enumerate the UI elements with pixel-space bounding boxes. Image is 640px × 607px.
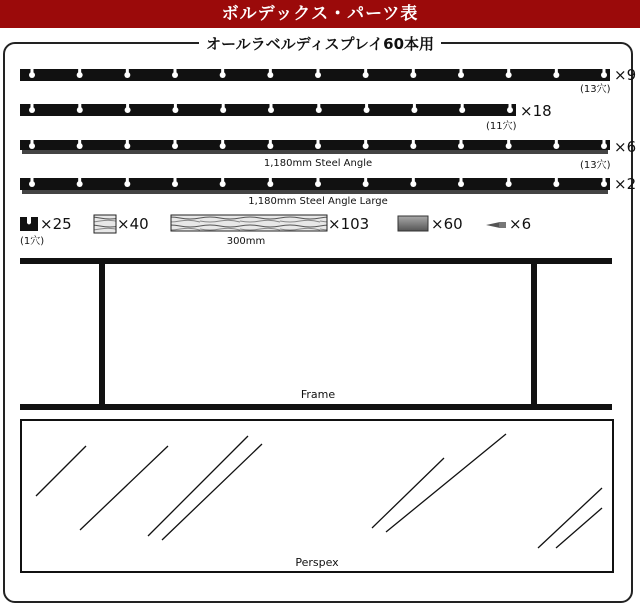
keyhole-hole xyxy=(77,143,83,149)
keyhole-hole xyxy=(77,72,83,78)
keyhole-hole xyxy=(506,143,512,149)
keyhole-hole xyxy=(172,181,178,187)
keyhole-hole xyxy=(29,181,35,187)
keyhole-hole xyxy=(315,143,321,149)
frame-right-post xyxy=(531,262,537,406)
steel-angle-label: 1,180mm Steel Angle xyxy=(263,158,373,169)
perspex-label: Perspex xyxy=(295,556,339,569)
keyhole-hole xyxy=(220,107,226,113)
keyhole-hole xyxy=(172,143,178,149)
perspex-reflections xyxy=(36,434,602,548)
block-qty: ×60 xyxy=(431,215,463,233)
steel-angle-holes-label: (13穴) xyxy=(580,160,611,171)
small-plate-qty: ×40 xyxy=(117,215,149,233)
perspex-sheet xyxy=(21,420,613,572)
keyhole-hole xyxy=(553,72,559,78)
keyhole-hole xyxy=(410,72,416,78)
screw-qty: ×6 xyxy=(509,215,532,233)
keyhole-hole xyxy=(125,107,131,113)
keyhole-hole xyxy=(124,72,130,78)
keyhole-hole xyxy=(124,181,130,187)
long-strip-part xyxy=(171,215,327,231)
long-strip-length-label: 300mm xyxy=(226,236,266,247)
keyhole-hole xyxy=(458,72,464,78)
bar-13-qty: ×9 xyxy=(614,66,637,84)
frame-label: Frame xyxy=(300,388,336,401)
keyhole-hole xyxy=(459,107,465,113)
keyhole-hole xyxy=(220,143,226,149)
keyhole-hole xyxy=(601,143,607,149)
keyhole-hole xyxy=(29,107,35,113)
bar-11-holes xyxy=(20,104,516,116)
frame-bottom-rail xyxy=(20,404,612,410)
page-title: ボルデックス・パーツ表 xyxy=(221,4,419,24)
block-part xyxy=(398,216,428,231)
steel-angle xyxy=(20,140,610,154)
bracket-holes-label: (1穴) xyxy=(20,236,45,247)
bar-11-qty: ×18 xyxy=(520,102,552,120)
steel-angle-qty: ×6 xyxy=(614,138,637,156)
small-plate-part xyxy=(94,215,116,233)
bracket-qty: ×25 xyxy=(40,215,72,233)
steel-angle-body xyxy=(20,140,610,150)
keyhole-hole xyxy=(77,107,83,113)
keyhole-hole xyxy=(267,143,273,149)
keyhole-hole xyxy=(172,72,178,78)
screw-part xyxy=(486,222,506,228)
bracket-part xyxy=(20,217,38,231)
keyhole-hole xyxy=(553,181,559,187)
keyhole-hole xyxy=(363,72,369,78)
keyhole-hole xyxy=(601,72,607,78)
keyhole-hole xyxy=(268,107,274,113)
keyhole-hole xyxy=(363,143,369,149)
keyhole-hole xyxy=(316,107,322,113)
steel-angle-large-flange xyxy=(22,190,608,194)
steel-angle-flange xyxy=(22,150,608,154)
perspex-part xyxy=(21,420,613,572)
keyhole-hole xyxy=(172,107,178,113)
keyhole-hole xyxy=(553,143,559,149)
keyhole-hole xyxy=(220,72,226,78)
keyhole-hole xyxy=(29,72,35,78)
keyhole-hole xyxy=(506,72,512,78)
keyhole-hole xyxy=(77,181,83,187)
keyhole-hole xyxy=(267,181,273,187)
keyhole-hole xyxy=(315,72,321,78)
frame-left-post xyxy=(99,262,105,406)
keyhole-hole xyxy=(458,181,464,187)
keyhole-hole xyxy=(267,72,273,78)
frame-top-rail xyxy=(20,258,612,264)
steel-angle-large-qty: ×2 xyxy=(614,175,637,193)
keyhole-hole xyxy=(315,181,321,187)
keyhole-hole xyxy=(507,107,513,113)
keyhole-hole xyxy=(220,181,226,187)
bar-13-holes-label: (13穴) xyxy=(580,84,611,95)
keyhole-hole xyxy=(458,143,464,149)
bar-11-holes-label: (11穴) xyxy=(486,121,517,132)
bar-13-holes xyxy=(20,69,610,81)
keyhole-hole xyxy=(363,181,369,187)
long-strip-qty: ×103 xyxy=(328,215,370,233)
keyhole-hole xyxy=(29,143,35,149)
steel-angle-large xyxy=(20,178,610,194)
keyhole-hole xyxy=(124,143,130,149)
keyhole-hole xyxy=(411,107,417,113)
panel-title: オールラベルディスプレイ60本用 xyxy=(199,35,441,53)
keyhole-hole xyxy=(601,181,607,187)
steel-angle-large-label: 1,180mm Steel Angle Large xyxy=(248,196,388,207)
keyhole-hole xyxy=(410,181,416,187)
keyhole-hole xyxy=(506,181,512,187)
keyhole-hole xyxy=(410,143,416,149)
keyhole-hole xyxy=(364,107,370,113)
